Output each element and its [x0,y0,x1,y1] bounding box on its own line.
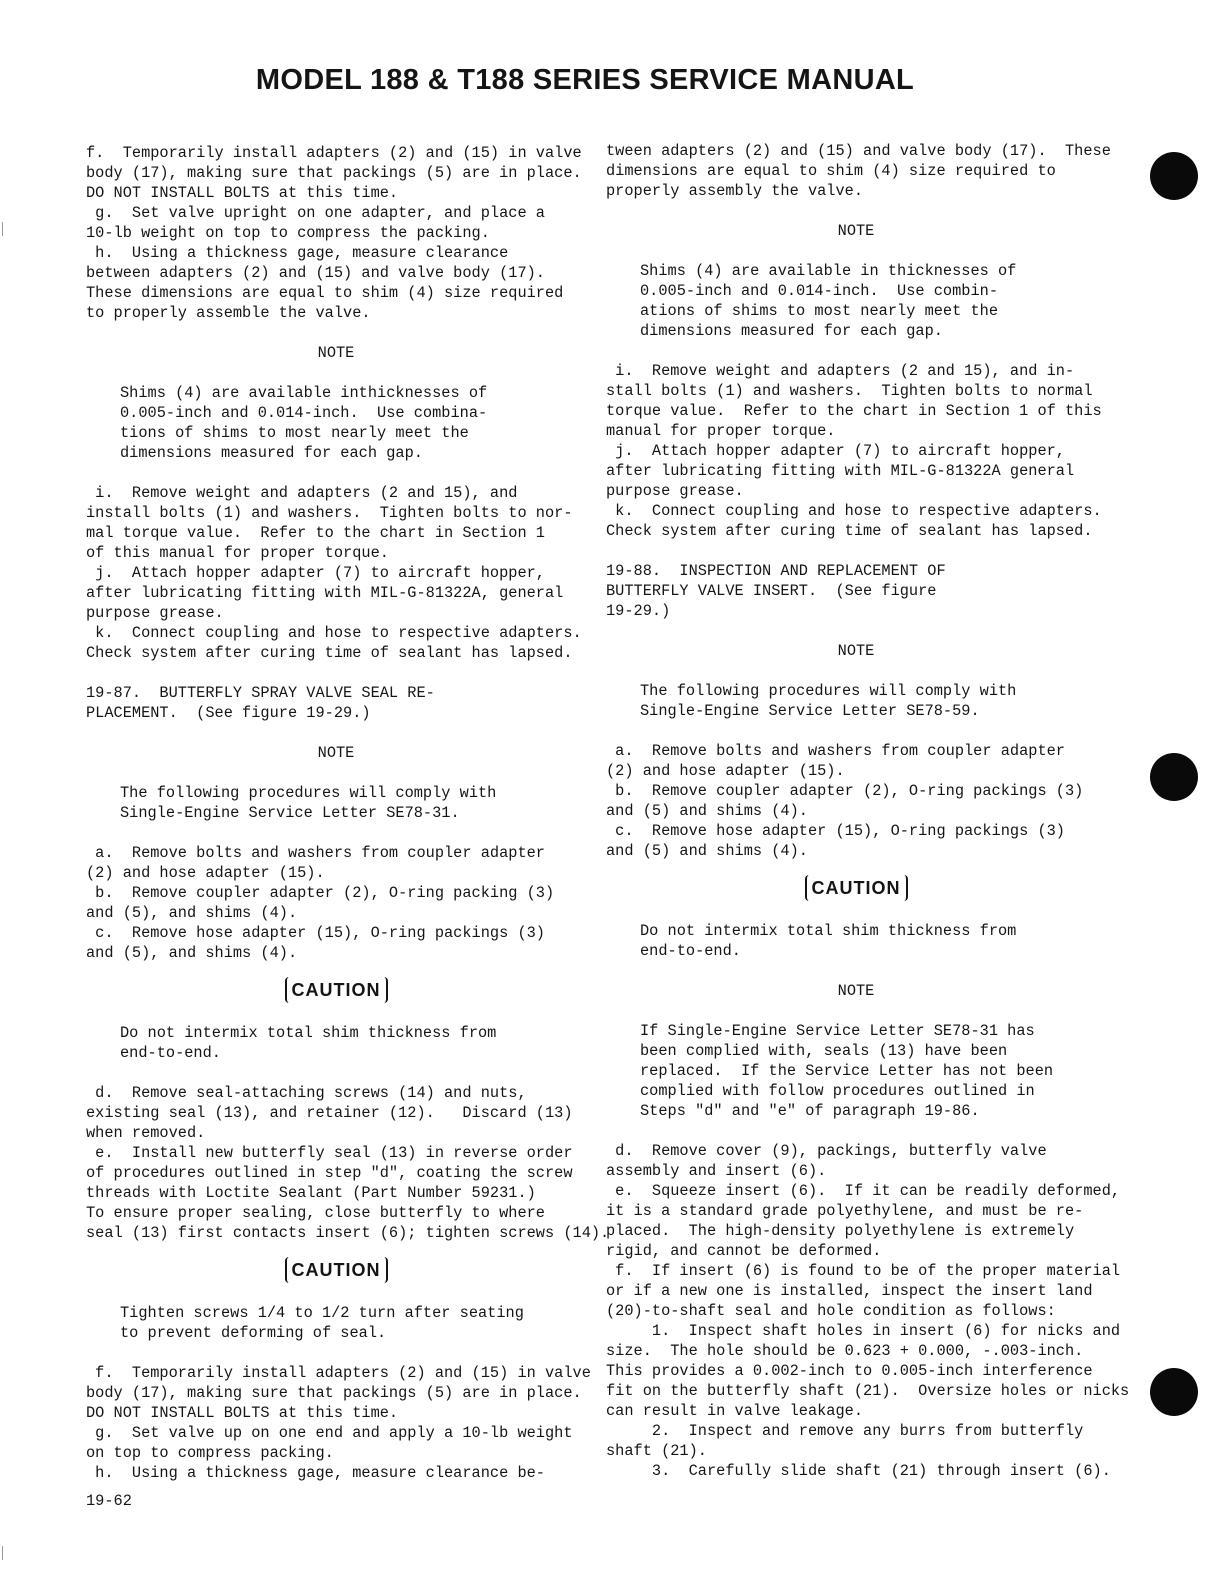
text-line: it is a standard grade polyethylene, and must be re- [606,1202,1084,1220]
text-line: DO NOT INSTALL BOLTS at this time. [86,184,399,202]
text-line: Do not intermix total shim thickness from [640,922,1017,940]
note-heading: NOTE [837,982,875,1000]
scan-mark [2,1546,3,1560]
text-line: k. Connect coupling and hose to respective adapters. [606,502,1102,520]
text-line: b. Remove coupler adapter (2), O-ring packing (3) [86,884,555,902]
text-line: between adapters (2) and (15) and valve body (17). [86,264,545,282]
text-line: of procedures outlined in step "d", coating the screw [86,1164,573,1182]
text-line: purpose grease. [86,604,224,622]
caution-body [86,1303,586,1343]
text-line: end-to-end. [640,942,741,960]
text-line: e. Squeeze insert (6). If it can be readily deformed, [606,1182,1121,1200]
text-line: 19-29.) [606,602,671,620]
text-line: body (17), making sure that packings (5) are in place. [86,1384,582,1402]
text-line: d. Remove seal-attaching screws (14) and nuts, [86,1084,527,1102]
text-line: tions of shims to most nearly meet the [120,424,469,442]
binder-hole [1150,1368,1198,1416]
text-line: Steps "d" and "e" of paragraph 19-86. [640,1102,980,1120]
caution-body [606,921,1106,961]
caution-label: CAUTION [805,875,908,901]
text-line: 3. Carefully slide shaft (21) through insert (6). [606,1462,1111,1480]
text-line: This provides a 0.002-inch to 0.005-inch interference [606,1362,1093,1380]
text-line: 19-87. BUTTERFLY SPRAY VALVE SEAL RE- [86,684,435,702]
text-line: Check system after curing time of sealant has lapsed. [606,522,1093,540]
text-line: rigid, and cannot be deformed. [606,1242,882,1260]
text-line: 2. Inspect and remove any burrs from butterfly [606,1422,1084,1440]
caution-label: CAUTION [285,1257,388,1283]
note-body [606,681,1106,721]
left-steps-f-h-repeat [86,1363,591,1483]
text-line: purpose grease. [606,482,744,500]
text-line: after lubricating fitting with MIL-G-81322A general [606,462,1075,480]
note-heading: NOTE [837,642,875,660]
text-line: dimensions are equal to shim (4) size required to [606,162,1056,180]
text-line: a. Remove bolts and washers from coupler adapter [86,844,545,862]
text-line: install bolts (1) and washers. Tighten bolts to nor- [86,504,573,522]
text-line: d. Remove cover (9), packings, butterfly valve [606,1142,1047,1160]
note-body [606,1021,1106,1121]
note-heading: NOTE [317,744,355,762]
text-line: e. Install new butterfly seal (13) in reverse order [86,1144,573,1162]
text-line: complied with follow procedures outlined in [640,1082,1035,1100]
text-line: 19-88. INSPECTION AND REPLACEMENT OF [606,562,946,580]
caution-label: CAUTION [285,977,388,1003]
right-steps-i-k [606,361,1106,541]
right-steps-a-c [606,741,1106,861]
text-line: c. Remove hose adapter (15), O-ring packings (3) [86,924,545,942]
text-line: The following procedures will comply with [640,682,1017,700]
text-line: These dimensions are equal to shim (4) size required [86,284,564,302]
note-body [606,261,1106,341]
text-line: DO NOT INSTALL BOLTS at this time. [86,1404,399,1422]
text-line: g. Set valve upright on one adapter, and place a [86,204,545,222]
text-line: mal torque value. Refer to the chart in Section 1 [86,524,545,542]
text-line: can result in valve leakage. [606,1402,864,1420]
text-line: k. Connect coupling and hose to respective adapters. [86,624,582,642]
text-line: Shims (4) are available in thicknesses of [640,262,1017,280]
text-line: been complied with, seals (13) have been [640,1042,1008,1060]
text-line: 0.005-inch and 0.014-inch. Use combin- [640,282,999,300]
text-line: a. Remove bolts and washers from coupler adapter [606,742,1065,760]
text-line: 10-lb weight on top to compress the packing. [86,224,490,242]
left-steps-f-h [86,143,586,323]
note-body [86,783,586,823]
text-line: on top to compress packing. [86,1444,334,1462]
text-line: existing seal (13), and retainer (12). Discard (13) [86,1104,573,1122]
right-column [606,141,1130,1481]
text-line: size. The hole should be 0.623 + 0.000, -.003-inch. [606,1342,1084,1360]
text-line: dimensions measured for each gap. [120,444,423,462]
text-line: (2) and hose adapter (15). [606,762,845,780]
binder-hole [1150,753,1198,801]
text-line: h. Using a thickness gage, measure clearance [86,244,509,262]
right-continuation [606,141,1111,201]
text-line: seal (13) first contacts insert (6); tighten screws (14). [86,1224,610,1242]
text-line: f. If insert (6) is found to be of the proper material [606,1262,1121,1280]
text-line: If Single-Engine Service Letter SE78-31 has [640,1022,1035,1040]
text-line: stall bolts (1) and washers. Tighten bolts to normal [606,382,1093,400]
text-line: manual for proper torque. [606,422,836,440]
text-line: BUTTERFLY VALVE INSERT. (See figure [606,582,937,600]
text-line: Shims (4) are available inthicknesses of [120,384,488,402]
text-line: The following procedures will comply with [120,784,497,802]
text-line: and (5) and shims (4). [606,802,808,820]
text-line: when removed. [86,1124,206,1142]
text-line: To ensure proper sealing, close butterfly to where [86,1204,545,1222]
text-line: assembly and insert (6). [606,1162,827,1180]
text-line: after lubricating fitting with MIL-G-81322A, general [86,584,564,602]
text-line: Single-Engine Service Letter SE78-59. [640,702,980,720]
text-line: i. Remove weight and adapters (2 and 15), and [86,484,518,502]
note-heading: NOTE [317,344,355,362]
text-line: placed. The high-density polyethylene is extremely [606,1222,1075,1240]
note-body [86,383,586,463]
right-steps-d-f [606,1141,1130,1481]
text-line: Check system after curing time of sealant has lapsed. [86,644,573,662]
text-line: (2) and hose adapter (15). [86,864,325,882]
text-line: Tighten screws 1/4 to 1/2 turn after seating [120,1304,524,1322]
text-line: i. Remove weight and adapters (2 and 15), and in- [606,362,1075,380]
text-line: fit on the butterfly shaft (21). Oversize holes or nicks [606,1382,1130,1400]
text-line: dimensions measured for each gap. [640,322,943,340]
section-heading-19-88 [606,561,1106,621]
binder-hole [1150,152,1198,200]
text-line: 0.005-inch and 0.014-inch. Use combina- [120,404,488,422]
text-line: and (5) and shims (4). [606,842,808,860]
text-line: f. Temporarily install adapters (2) and (15) in valve [86,1364,591,1382]
text-line: replaced. If the Service Letter has not been [640,1062,1054,1080]
text-line: g. Set valve up on one end and apply a 10-lb weight [86,1424,573,1442]
note-heading: NOTE [837,222,875,240]
left-steps-a-c [86,843,586,963]
text-line: properly assembly the valve. [606,182,864,200]
text-line: b. Remove coupler adapter (2), O-ring packings (3) [606,782,1084,800]
text-line: torque value. Refer to the chart in Section 1 of this [606,402,1102,420]
caution-body [86,1023,586,1063]
text-line: h. Using a thickness gage, measure clearance be- [86,1464,545,1482]
text-line: Single-Engine Service Letter SE78-31. [120,804,460,822]
left-steps-d-e [86,1083,610,1243]
text-line: body (17), making sure that packings (5) are in place. [86,164,582,182]
text-line: 1. Inspect shaft holes in insert (6) for nicks and [606,1322,1121,1340]
text-line: threads with Loctite Sealant (Part Number 59231.) [86,1184,536,1202]
scan-mark [2,222,3,236]
page-title: MODEL 188 & T188 SERIES SERVICE MANUAL [255,64,915,96]
text-line: shaft (21). [606,1442,707,1460]
page-number: 19-62 [86,1492,132,1510]
text-line: c. Remove hose adapter (15), O-ring packings (3) [606,822,1065,840]
text-line: f. Temporarily install adapters (2) and (15) in valve [86,144,582,162]
text-line: j. Attach hopper adapter (7) to aircraft hopper, [606,442,1065,460]
text-line: to properly assemble the valve. [86,304,371,322]
text-line: of this manual for proper torque. [86,544,389,562]
text-line: j. Attach hopper adapter (7) to aircraft hopper, [86,564,545,582]
text-line: tween adapters (2) and (15) and valve body (17). These [606,142,1111,160]
text-line: ations of shims to most nearly meet the [640,302,999,320]
text-line: end-to-end. [120,1044,221,1062]
left-column [86,143,610,1483]
left-steps-i-k [86,483,586,663]
section-heading-19-87 [86,683,586,723]
text-line: and (5), and shims (4). [86,944,298,962]
text-line: and (5), and shims (4). [86,904,298,922]
text-line: Do not intermix total shim thickness from [120,1024,497,1042]
text-line: to prevent deforming of seal. [120,1324,387,1342]
text-line: (20)-to-shaft seal and hole condition as follows: [606,1302,1056,1320]
text-line: PLACEMENT. (See figure 19-29.) [86,704,371,722]
text-line: or if a new one is installed, inspect the insert land [606,1282,1093,1300]
